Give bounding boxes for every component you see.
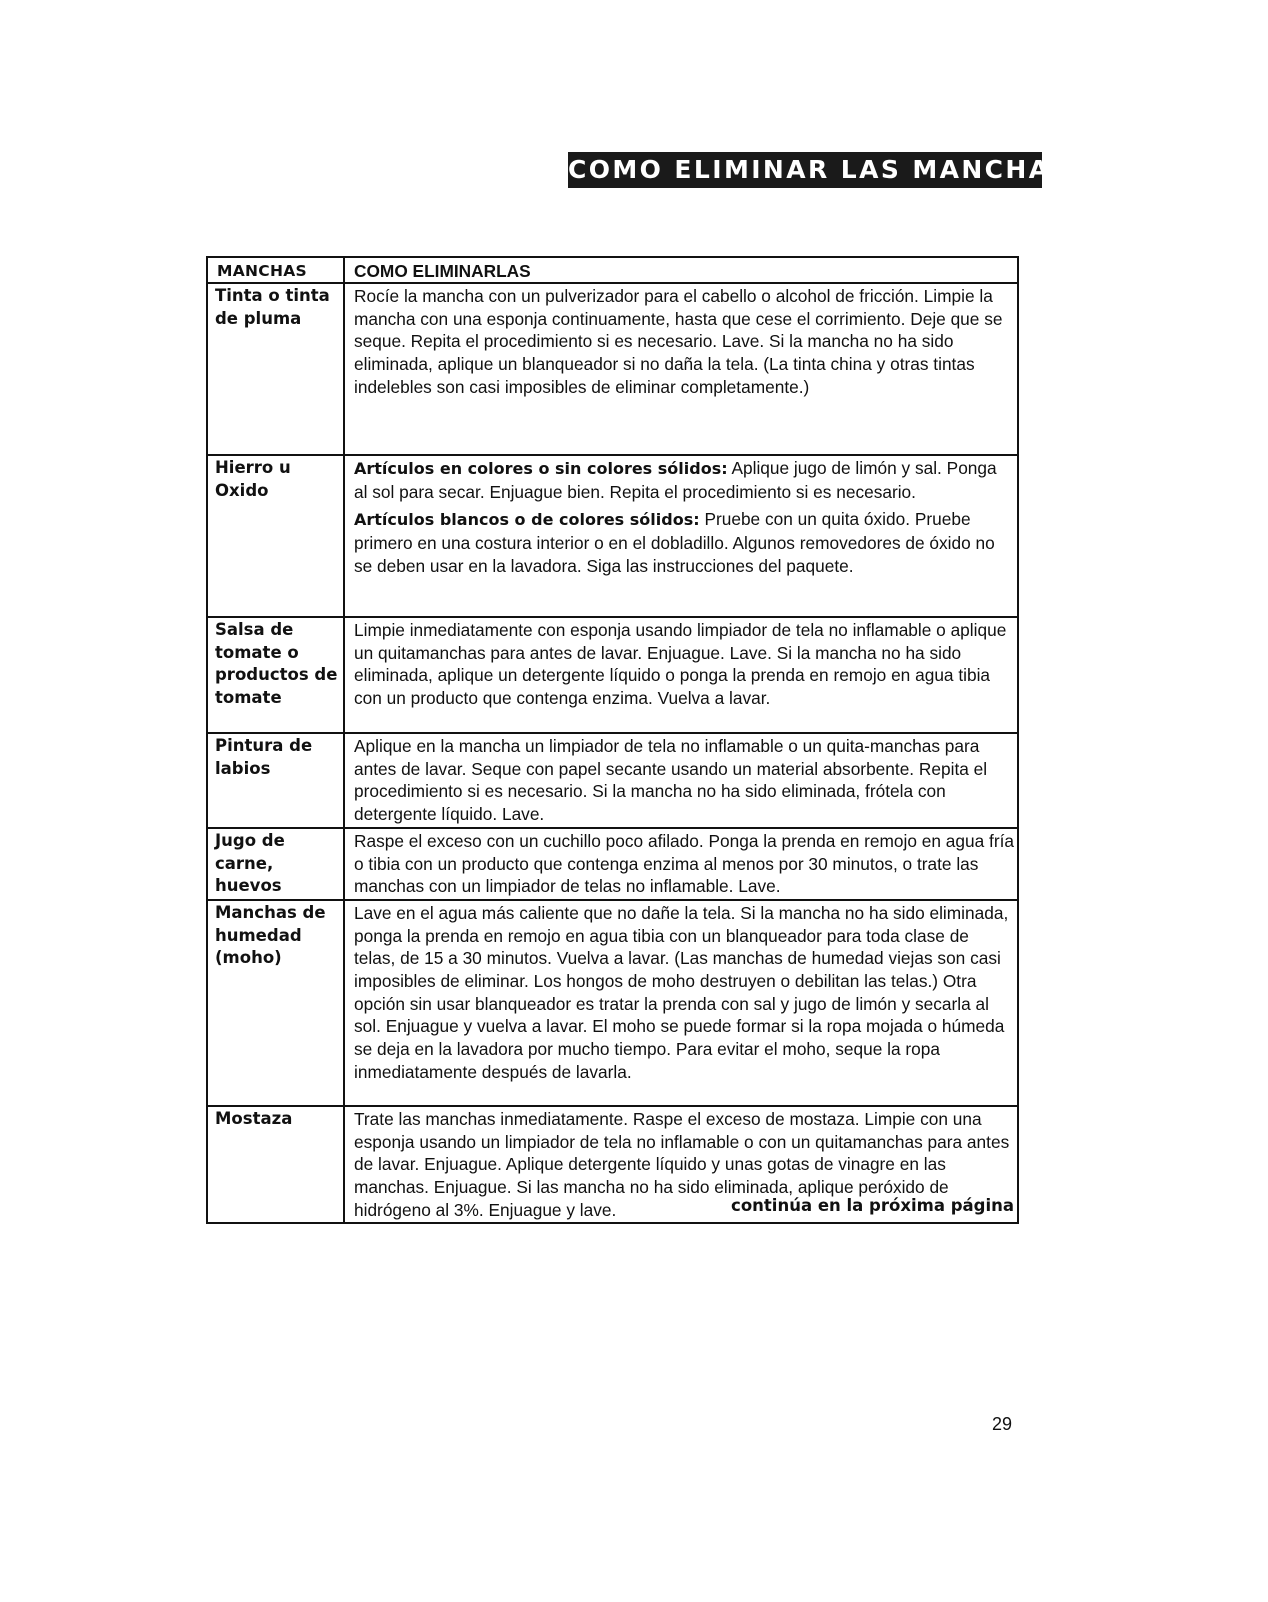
instruction-text: Raspe el exceso con un cuchillo poco afilado. Ponga la prenda en remojo en agua fría o tibia con un producto que contenga enzima al menos por 30 minutos, o trate las manchas con un limpiador de telas no inflamable. Lave. <box>354 830 1015 897</box>
table-row <box>207 283 1018 455</box>
instruction-text: Aplique en la mancha un limpiador de tela no inflamable o un quita-manchas para antes de lavar. Seque con papel secante usando un material absorbente. Repita el procedimiento si es necesario. Si la mancha no ha sido eliminada, frótela con detergente líquido. Lave. <box>354 736 988 825</box>
table-row <box>207 900 1018 1106</box>
page-number: 29 <box>992 1414 1013 1434</box>
removal-instructions <box>344 900 1018 1106</box>
column-header-stain: MANCHAS <box>207 257 344 283</box>
instruction-text: Limpie inmediatamente con esponja usando limpiador de tela no inflamable o aplique un quitamanchas para antes de lavar. Enjuague. Lave. Si la mancha no ha sido eliminada, aplique un detergente líquido o ponga la prenda en remojo en agua tibia con un producto que contenga enzima. Vuelva a lavar. <box>354 620 1007 709</box>
stain-name: Pintura de labios <box>207 733 344 828</box>
continued-next-page-note: continúa en la próxima página <box>731 1196 1014 1215</box>
table-header-row <box>207 257 1018 283</box>
instruction-paragraph <box>354 457 1014 503</box>
instruction-label: Artículos en colores o sin colores sólidos: <box>354 459 728 478</box>
stain-name: Mostaza <box>207 1106 344 1224</box>
stain-name: Salsa de tomate o productos de tomate <box>207 617 344 733</box>
table-row <box>207 828 1018 900</box>
page-title: COMO ELIMINAR LAS MANCHAS <box>568 152 1042 188</box>
table-row <box>207 617 1018 733</box>
instruction-paragraph <box>354 508 1014 577</box>
table-row <box>207 455 1018 617</box>
stain-name: Hierro u Oxido <box>207 455 344 617</box>
stain-removal-table <box>206 256 1019 1224</box>
instruction-text: Lave en el agua más caliente que no dañe la tela. Si la mancha no ha sido eliminada, ponga la prenda en remojo en agua tibia con un blanqueador para toda clase de telas, de 15 a 30 minutos. Vuelva a lavar. (Las manchas de humedad viejas son casi imposibles de eliminar. Los hongos de moho destruyen o debilitan las telas.) Otra opción sin usar blanqueador es tratar la prenda con sal y jugo de limón y secarla al sol. Enjuague y vuelva a lavar. El moho se puede formar si la ropa mojada o húmeda se deja en la lavadora por mucho tiempo. Para evitar el moho, seque la ropa inmediatamente después de lavarla. <box>354 902 1009 1082</box>
removal-instructions <box>344 617 1018 733</box>
removal-instructions <box>344 733 1018 828</box>
instruction-text: Aplique jugo de limón y sal. Ponga al sol para secar. Enjuague bien. Repita el procedimiento si es necesario. <box>354 458 997 502</box>
instruction-text: Trate las manchas inmediatamente. Raspe el exceso de mostaza. Limpie con una esponja usando un limpiador de tela no inflamable o con un quitamanchas para antes de lavar. Enjuague. Aplique detergente líquido y unas gotas de vinagre en las manchas. Enjuague. Si las mancha no ha sido eliminada, aplique peróxido de hidrógeno al 3%. Enjuague y lave. <box>354 1108 1010 1220</box>
instruction-label: Artículos blancos o de colores sólidos: <box>354 510 700 530</box>
stain-name: Manchas de humedad (moho) <box>207 900 344 1106</box>
removal-instructions <box>344 455 1018 617</box>
instruction-text: Pruebe con un quita óxido. Pruebe primero en una costura interior o en el dobladillo. Algunos removedores de óxido no se deben usar en la lavadora. Siga las instrucciones del paquete. <box>354 509 995 576</box>
stain-name: Jugo de carne, huevos <box>207 828 344 900</box>
stain-name: Tinta o tinta de pluma <box>207 283 344 455</box>
instruction-text: Rocíe la mancha con un pulverizador para el cabello o alcohol de fricción. Limpie la mancha con una esponja continuamente, hasta que cese el corrimiento. Deje que se seque. Repita el procedimiento si es necesario. Lave. Si la mancha no ha sido eliminada, aplique un blanqueador si no daña la tela. (La tinta china y otras tintas indelebles son casi imposibles de eliminar completamente.) <box>354 286 1003 397</box>
column-header-removal: COMO ELIMINARLAS <box>344 257 1018 283</box>
removal-instructions <box>344 283 1018 455</box>
removal-instructions <box>344 828 1018 900</box>
table-row <box>207 733 1018 828</box>
